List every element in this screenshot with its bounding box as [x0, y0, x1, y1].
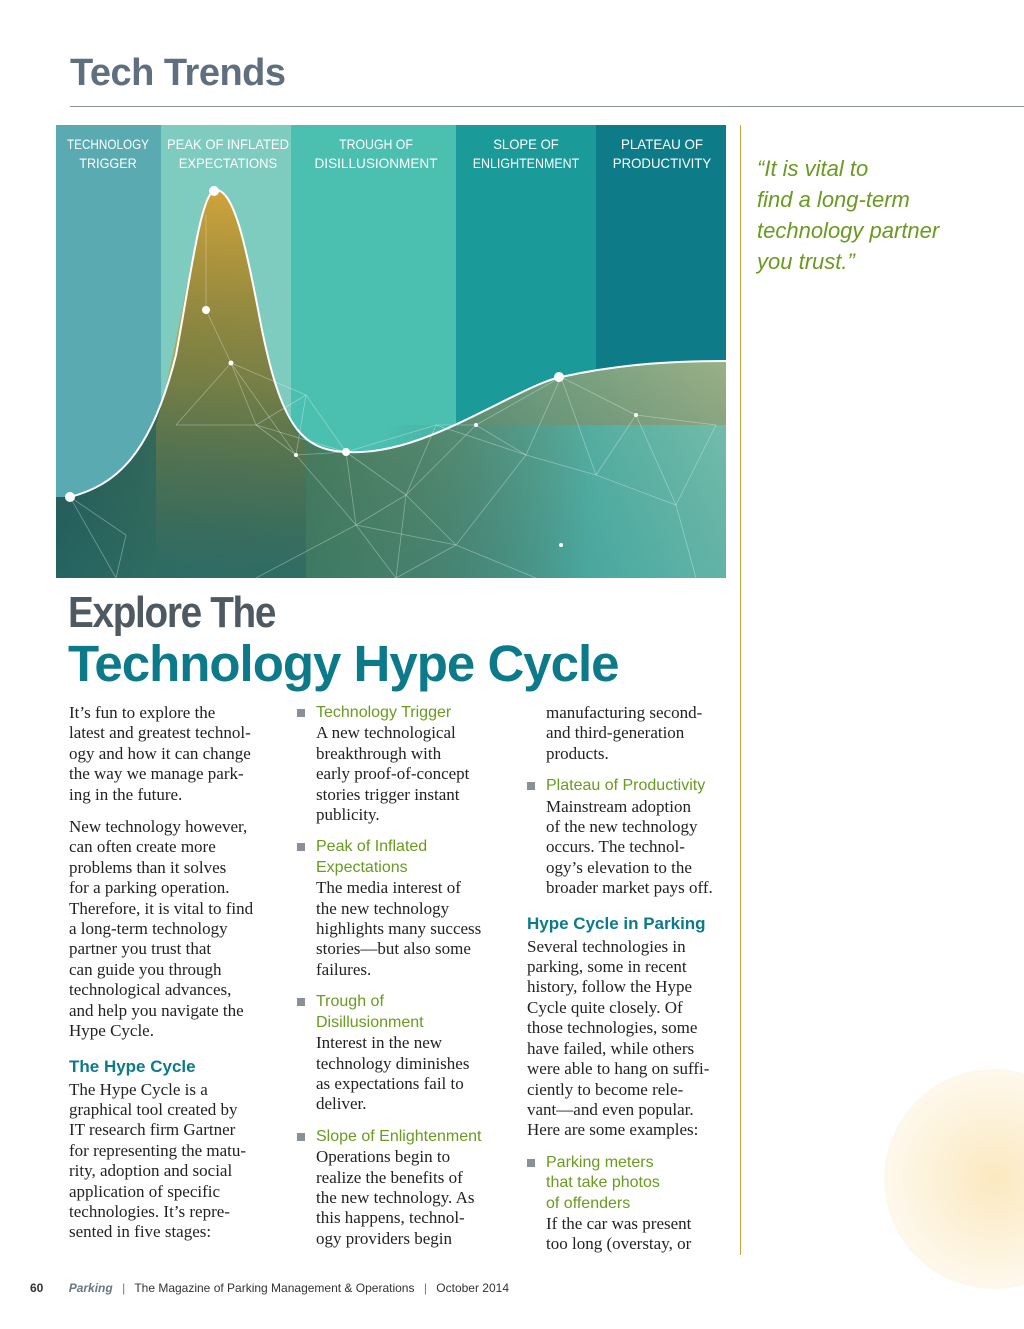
bullet-title	[546, 1153, 732, 1214]
text-line: publicity.	[316, 805, 380, 825]
phase-label-3: TROUGH OF	[339, 136, 413, 152]
text-line: Operations begin to	[316, 1147, 451, 1167]
text-line: technology diminishes	[316, 1053, 470, 1073]
text-line: those technologies, some	[527, 1018, 698, 1038]
bullet-body	[316, 1147, 507, 1249]
text-line: the new technology. As	[316, 1187, 475, 1207]
curve-node-6	[229, 361, 234, 366]
bullet-square-icon	[527, 782, 535, 790]
text-line: Several technologies in	[527, 936, 686, 956]
text-line: the way we manage park-	[69, 764, 244, 784]
title-divider	[70, 106, 1024, 107]
text-line: ciently to become rele-	[527, 1079, 684, 1099]
text-line: technological advances,	[69, 980, 232, 1000]
text-line: occurs. The technol-	[546, 837, 685, 857]
text-line: have failed, while others	[527, 1038, 695, 1058]
text-line: ogy providers begin	[316, 1228, 452, 1248]
text-line: A new technological	[316, 723, 456, 743]
text-line: The media interest of	[316, 878, 461, 898]
phase-label-4: SLOPE OF	[493, 136, 559, 152]
bullet-title	[546, 776, 732, 796]
text-line: of offenders	[546, 1194, 631, 1212]
phase-label-2: EXPECTATIONS	[178, 155, 278, 171]
text-line: rity, adoption and social	[69, 1161, 233, 1181]
text-line: If the car was present	[546, 1213, 692, 1233]
text-line: ing in the future.	[69, 784, 183, 804]
text-line: technologies. It’s repre-	[69, 1201, 230, 1221]
text-line: realize the benefits of	[316, 1167, 463, 1187]
headline-title: Technology Hype Cycle	[68, 635, 619, 692]
page-number: 60	[30, 1281, 44, 1295]
phase-label-2: PEAK OF INFLATED	[167, 136, 289, 152]
text-line: Slope of Enlightenment	[316, 1127, 482, 1145]
bullet-square-icon	[527, 1159, 535, 1167]
text-line: for a parking operation.	[69, 878, 230, 898]
bullet-stage-4	[297, 1127, 507, 1249]
text-line: the new technology	[316, 898, 450, 918]
bullet-plateau	[527, 776, 732, 898]
text-line: for representing the matu-	[69, 1140, 247, 1160]
text-line: too long (overstay, or	[546, 1234, 692, 1254]
curve-node-1	[65, 492, 75, 502]
text-line: failures.	[316, 959, 372, 979]
body-paragraph	[69, 817, 274, 1041]
text-line: deliver.	[316, 1094, 367, 1114]
text-line: Plateau of Productivity	[546, 777, 706, 795]
subhead-parking: Hype Cycle in Parking	[527, 913, 706, 933]
text-line: The Hype Cycle is a	[69, 1079, 208, 1099]
bullet-body	[546, 797, 732, 899]
footer-separator: |	[423, 1281, 427, 1295]
column-divider	[740, 125, 741, 1255]
page-footer	[30, 1281, 509, 1295]
text-line: a long-term technology	[69, 919, 228, 939]
text-line: graphical tool created by	[69, 1099, 238, 1119]
text-line: New technology however,	[69, 817, 248, 837]
text-line: problems than it solves	[69, 857, 227, 877]
text-line: sented in five stages:	[69, 1222, 212, 1242]
decorative-glow	[884, 1069, 1024, 1289]
curve-node-2	[209, 186, 219, 196]
text-line: early proof-of-concept	[316, 764, 470, 784]
phase-label-1: TRIGGER	[79, 155, 137, 171]
text-line: Peak of Inflated	[316, 838, 428, 856]
text-line: technology partner	[757, 218, 940, 243]
text-line: and third-generation	[546, 723, 685, 743]
phase-label-4: ENLIGHTENMENT	[472, 155, 580, 171]
phase-label-1: TECHNOLOGY	[67, 136, 150, 152]
article-column-2	[297, 703, 507, 1261]
bullet-parking-meters	[527, 1153, 732, 1255]
text-line: stories trigger instant	[316, 784, 460, 804]
article-column-1	[69, 703, 274, 1255]
phase-label-5: PRODUCTIVITY	[612, 155, 712, 171]
bullet-title	[316, 992, 507, 1033]
text-line: application of specific	[69, 1181, 221, 1201]
text-line: broader market pays off.	[546, 878, 713, 898]
bullet-title	[316, 1127, 507, 1147]
text-line: Mainstream adoption	[546, 796, 691, 816]
text-line: highlights many success	[316, 919, 482, 939]
text-line: ogy and how it can change	[69, 743, 251, 763]
bullet-square-icon	[297, 843, 305, 851]
text-line: and help you navigate the	[69, 1000, 244, 1020]
curve-node-8	[474, 423, 478, 427]
text-line: manufacturing second-	[546, 703, 703, 722]
bullet-square-icon	[297, 709, 305, 717]
text-line: Disillusionment	[316, 1013, 424, 1031]
pull-quote	[757, 153, 987, 277]
text-line: breakthrough with	[316, 743, 442, 763]
text-line: It’s fun to explore the	[69, 703, 216, 722]
text-line: vant—and even popular.	[527, 1099, 694, 1119]
text-line: can guide you through	[69, 959, 222, 979]
text-line: Expectations	[316, 858, 408, 876]
bullet-body	[316, 723, 507, 825]
text-line: Technology Trigger	[316, 704, 452, 721]
headline-kicker: Explore The	[68, 588, 276, 637]
article-column-3	[527, 703, 732, 1267]
curve-node-4	[342, 448, 350, 456]
bullet-stage-2	[297, 837, 507, 980]
intro-paragraph	[69, 703, 274, 805]
subhead-hype-cycle: The Hype Cycle	[69, 1056, 196, 1076]
text-line: ogy’s elevation to the	[546, 857, 692, 877]
text-line: Cycle quite closely. Of	[527, 997, 683, 1017]
text-line: find a long-term	[757, 187, 910, 212]
text-line: latest and greatest technol-	[69, 723, 251, 743]
text-line: Here are some examples:	[527, 1120, 699, 1140]
text-line: “It is vital to	[757, 156, 869, 181]
curve-node-7	[294, 453, 298, 457]
magazine-tagline: The Magazine of Parking Management & Operations	[134, 1281, 415, 1295]
bullet-body	[316, 878, 507, 980]
bullet-body	[546, 1214, 732, 1255]
body-paragraph	[527, 937, 732, 1141]
text-line: partner you trust that	[69, 939, 212, 959]
text-line: history, follow the Hype	[527, 977, 693, 997]
text-line: IT research firm Gartner	[69, 1120, 236, 1140]
bullet-square-icon	[297, 998, 305, 1006]
text-line: can often create more	[69, 837, 216, 857]
text-line: Therefore, it is vital to find	[69, 898, 254, 918]
body-paragraph	[69, 1080, 274, 1243]
curve-node-9	[634, 413, 638, 417]
hype-cycle-illustration	[56, 125, 726, 578]
text-line: Trough of	[316, 993, 384, 1011]
magazine-name: Parking	[68, 1281, 113, 1295]
continued-paragraph	[546, 703, 732, 764]
footer-separator: |	[122, 1281, 126, 1295]
curve-node-10	[559, 543, 563, 547]
text-line: stories—but also some	[316, 939, 471, 959]
bullet-stage-1	[297, 703, 507, 825]
text-line: that take photos	[546, 1174, 660, 1192]
curve-node-3	[202, 306, 210, 314]
section-title: Tech Trends	[70, 52, 286, 94]
text-line: Hype Cycle.	[69, 1021, 154, 1041]
text-line: you trust.”	[757, 249, 855, 274]
text-line: as expectations fail to	[316, 1073, 464, 1093]
issue-date: October 2014	[436, 1281, 509, 1295]
bullet-body	[316, 1033, 507, 1115]
curve-node-5	[554, 372, 564, 382]
phase-label-3: DISILLUSIONMENT	[314, 155, 438, 171]
text-line: Parking meters	[546, 1153, 654, 1171]
text-line: Interest in the new	[316, 1033, 443, 1053]
text-line: of the new technology	[546, 817, 698, 837]
phase-label-5: PLATEAU OF	[621, 136, 703, 152]
bullet-stage-3	[297, 992, 507, 1114]
text-line: were able to hang on suffi-	[527, 1059, 710, 1079]
bullet-title	[316, 837, 507, 878]
bullet-square-icon	[297, 1133, 305, 1141]
bullet-title	[316, 703, 507, 723]
text-line: products.	[546, 743, 609, 763]
text-line: parking, some in recent	[527, 957, 687, 977]
text-line: this happens, technol-	[316, 1208, 465, 1228]
